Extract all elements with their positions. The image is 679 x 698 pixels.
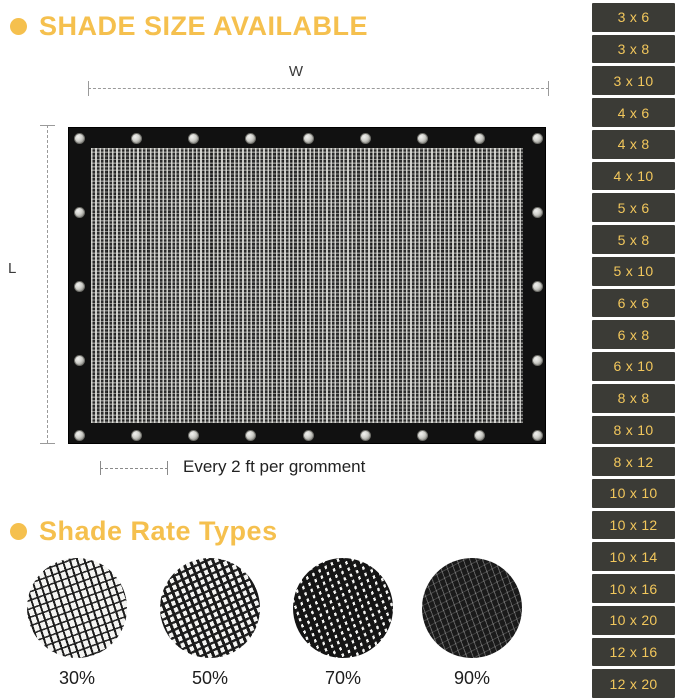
length-dimension-cap-bottom [40,443,55,444]
size-chip[interactable]: 10 x 12 [592,511,675,540]
shade-rate-item [22,558,132,689]
shade-rate-item [155,558,265,689]
grommet-icon [188,133,199,144]
grommet-spacing-cap-right [167,461,168,475]
shade-rate-swatch-icon [160,558,260,658]
grommet-spacing-line [100,468,168,469]
size-chip[interactable]: 8 x 8 [592,384,675,413]
grommet-icon [131,133,142,144]
grommet-icon [245,133,256,144]
shade-rate-swatch-icon [422,558,522,658]
shade-rate-label: 70% [324,668,362,688]
size-chip[interactable]: 10 x 10 [592,479,675,508]
shade-rate-swatch-icon [27,558,127,658]
grommet-icon [188,430,199,441]
size-chip[interactable]: 6 x 8 [592,320,675,349]
shade-rate-heading [10,518,278,545]
width-dimension-line [88,88,549,89]
size-chip[interactable]: 4 x 6 [592,98,675,127]
grommet-icon [74,207,85,218]
size-chip[interactable]: 6 x 6 [592,289,675,318]
size-chip[interactable]: 6 x 10 [592,352,675,381]
grommet-icon [474,430,485,441]
grommet-icon [532,281,543,292]
shade-rate-title: Shade Rate Types [39,516,278,546]
grommet-icon [532,133,543,144]
shade-rate-label: 90% [453,668,491,688]
shade-size-heading [10,13,368,40]
grommet-icon [417,133,428,144]
size-chip[interactable]: 3 x 10 [592,66,675,95]
available-sizes-list [592,0,679,698]
grommet-icon [532,207,543,218]
grommet-icon [303,430,314,441]
grommet-icon [131,430,142,441]
tarp-mesh-texture [91,148,523,423]
size-chip[interactable]: 4 x 8 [592,130,675,159]
shade-size-title: SHADE SIZE AVAILABLE [39,11,369,41]
size-chip[interactable]: 12 x 16 [592,638,675,667]
grommet-spacing-note: Every 2 ft per gromment [183,457,366,476]
tarp-illustration [68,127,546,444]
grommet-icon [360,133,371,144]
shade-rate-label: 30% [58,668,96,688]
shade-rate-swatch-list [0,558,592,698]
grommet-icon [360,430,371,441]
size-chip[interactable]: 3 x 6 [592,3,675,32]
grommet-icon [74,133,85,144]
shade-rate-label: 50% [191,668,229,688]
size-chip[interactable]: 8 x 12 [592,447,675,476]
grommet-icon [474,133,485,144]
grommet-icon [74,430,85,441]
bullet-dot-icon [10,523,27,540]
bullet-dot-icon [10,18,27,35]
length-dimension-cap-top [40,125,55,126]
size-chip[interactable]: 10 x 14 [592,542,675,571]
length-dimension-label: L [8,260,17,277]
size-chip[interactable]: 5 x 8 [592,225,675,254]
width-dimension-cap-left [88,81,89,96]
width-dimension-label: W [288,63,304,80]
length-dimension-line [47,125,48,443]
shade-rate-item [417,558,527,689]
tarp-diagram [0,55,592,500]
grommet-icon [245,430,256,441]
grommet-icon [303,133,314,144]
size-chip[interactable]: 12 x 20 [592,669,675,698]
shade-rate-item [288,558,398,689]
size-chip[interactable]: 8 x 10 [592,416,675,445]
grommet-icon [74,355,85,366]
grommet-icon [74,281,85,292]
size-chip[interactable]: 3 x 8 [592,35,675,64]
shade-rate-swatch-icon [293,558,393,658]
grommet-icon [417,430,428,441]
grommet-icon [532,430,543,441]
size-chip[interactable]: 4 x 10 [592,162,675,191]
size-chip[interactable]: 10 x 20 [592,606,675,635]
width-dimension-cap-right [548,81,549,96]
size-chip[interactable]: 5 x 10 [592,257,675,286]
grommet-icon [532,355,543,366]
size-chip[interactable]: 10 x 16 [592,574,675,603]
size-chip[interactable]: 5 x 6 [592,193,675,222]
